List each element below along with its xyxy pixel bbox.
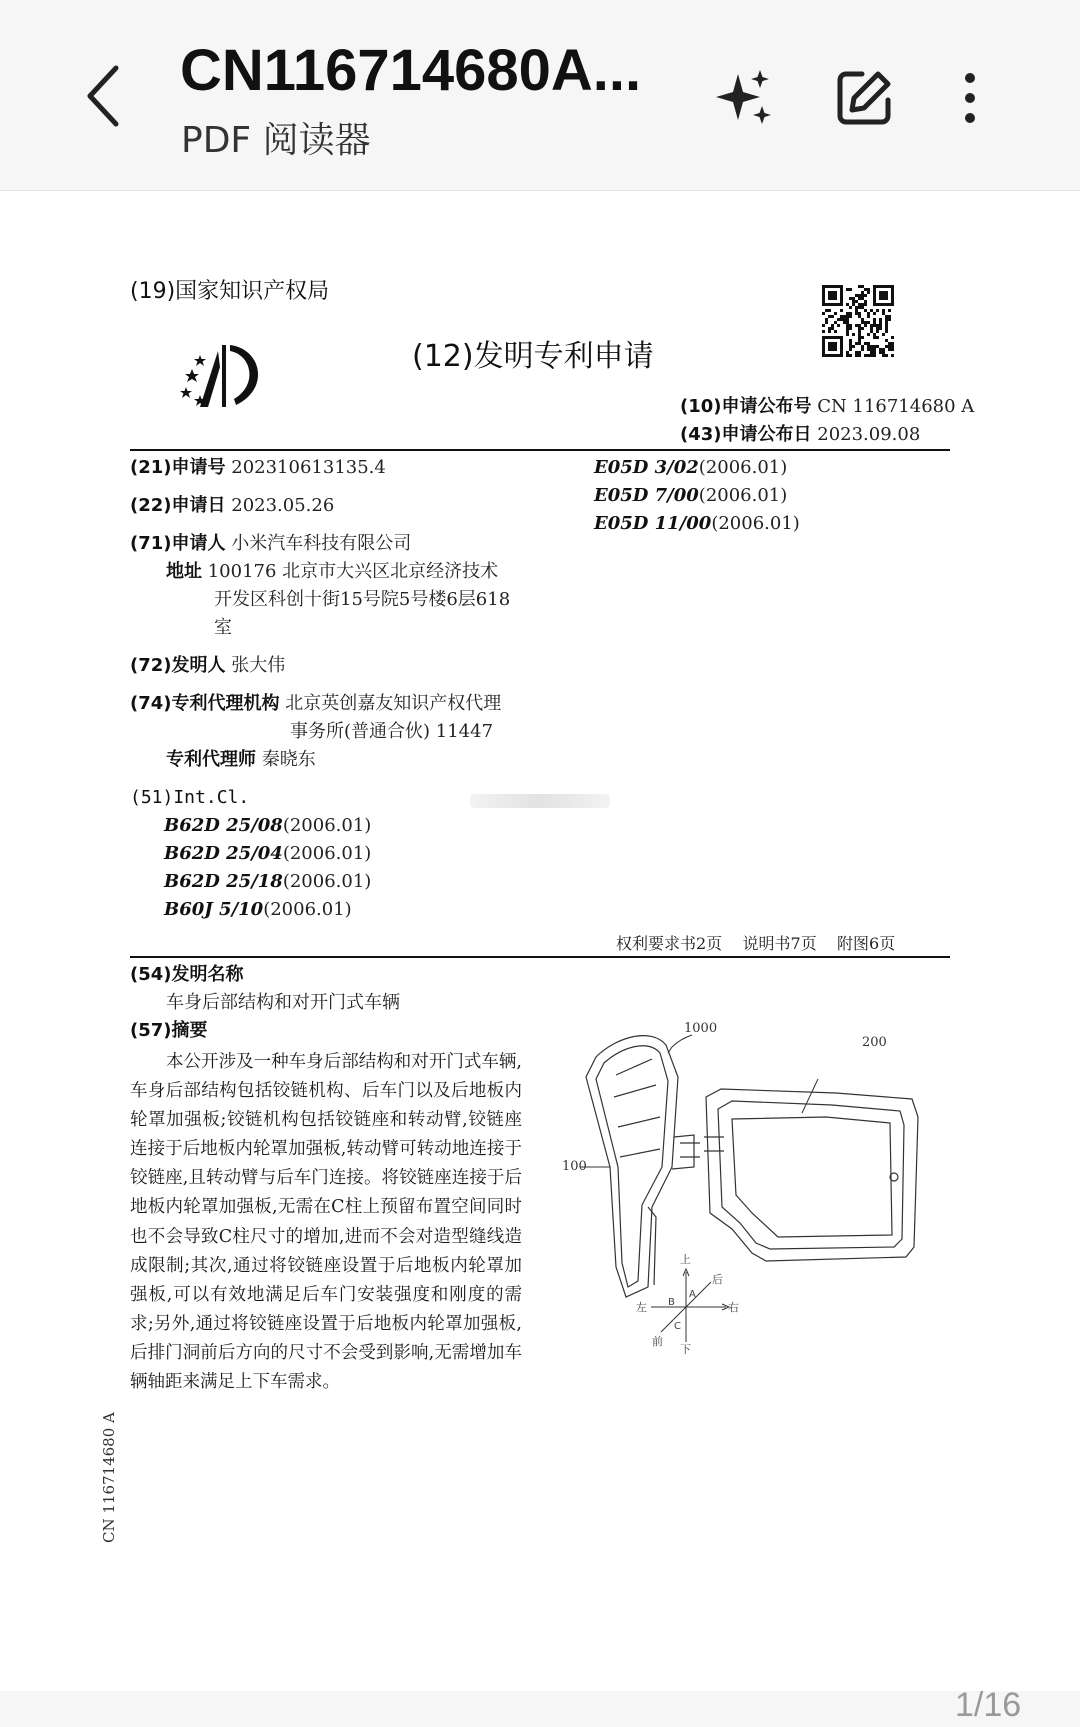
app-date: 2023.05.26 [231, 495, 335, 516]
qr-code [822, 285, 894, 357]
agency-label: (74)专利代理机构 [130, 693, 280, 714]
invention-title: 车身后部结构和对开门式车辆 [166, 992, 400, 1013]
pub-number-label: (10)申请公布号 [680, 396, 812, 417]
intcl-version: (2006.01) [282, 843, 372, 864]
intcl-code: B60J 5/10 [164, 899, 264, 920]
intcl-row-1 [164, 813, 371, 839]
app-date-row [130, 493, 334, 519]
axis-rear: 后 [712, 1273, 723, 1286]
app-number: 202310613135.4 [231, 457, 386, 478]
document-title: CN116714680A... [180, 38, 642, 103]
axis-left: 左 [636, 1301, 647, 1314]
agency-row [130, 691, 501, 717]
intcl-version: (2006.01) [698, 457, 788, 478]
divider-top [130, 449, 950, 451]
app-number-label: (21)申请号 [130, 457, 226, 478]
edit-icon[interactable] [832, 66, 896, 130]
applicant: 小米汽车科技有限公司 [231, 533, 412, 554]
app-number-row [130, 455, 386, 481]
scan-artifact [470, 794, 610, 808]
inventor-row [130, 653, 285, 679]
axis-down: 下 [680, 1343, 691, 1356]
divider-bottom [130, 956, 950, 958]
intcl-code: B62D 25/04 [164, 843, 283, 864]
pub-date-row [680, 422, 920, 448]
app-subtitle: PDF 阅读器 [181, 120, 371, 161]
pub-number: CN 116714680 A [817, 396, 975, 417]
app-date-label: (22)申请日 [130, 495, 226, 516]
axis-front: 前 [652, 1335, 663, 1348]
cnipa-logo [178, 339, 280, 413]
more-vertical-icon[interactable] [938, 66, 1002, 130]
intcl-code: E05D 3/02 [594, 457, 699, 478]
back-icon[interactable] [76, 58, 132, 134]
intcl-row-2 [164, 841, 371, 867]
address-line-3: 室 [214, 617, 232, 638]
intcl-right-row-2 [594, 483, 787, 509]
app-header [0, 0, 1080, 191]
address-row [166, 559, 498, 585]
invention-title-label: (54)发明名称 [130, 964, 244, 985]
document-type: (12)发明专利申请 [412, 339, 654, 374]
intcl-version: (2006.01) [282, 815, 372, 836]
intcl-code: B62D 25/18 [164, 871, 283, 892]
abstract-text: 本公开涉及一种车身后部结构和对开门式车辆,车身后部结构包括铰链机构、后车门以及后地板内轮罩加强板;铰链机构包括铰链座和转动臂,铰链座连接于后地板内轮罩加强板,转动臂可转动地连接于铰链座,且转动臂与后车门连接。将铰链座连接于后地板内轮罩加强板,无需在C柱上预留布置空间同时也不会导致C柱尺寸的增加,进而不会对造型缝线造成限制;其次,通过将铰链座设置于后地板内轮罩加强板,可以有效地满足后车门安装强度和刚度的需求;另外,通过将铰链座设置于后地板内轮罩加强板,后排门洞前后方向的尺寸不会受到影响,无需增加车辆轴距来满足上下车需求。 [130, 1052, 522, 1393]
intcl-row-3 [164, 869, 371, 895]
page-counts: 权利要求书2页 说明书7页 附图6页 [616, 934, 896, 953]
axis-up: 上 [680, 1253, 691, 1266]
intcl-label: (51)Int.Cl. [130, 787, 250, 808]
intcl-version: (2006.01) [282, 871, 372, 892]
agency-line-2: 事务所(普通合伙) 11447 [290, 721, 494, 742]
address-label: 地址 [166, 561, 202, 582]
intcl-row-4 [164, 897, 352, 923]
axis-c: C [674, 1321, 681, 1332]
address-line-2: 开发区科创十街15号院5号楼6层618 [214, 589, 511, 610]
figure-label-200: 200 [862, 1035, 887, 1050]
side-patent-number: CN 116714680 A [100, 1412, 118, 1543]
address-line-1: 100176 北京市大兴区北京经济技术 [207, 561, 499, 582]
inventor: 张大伟 [231, 655, 286, 676]
agent-label: 专利代理师 [166, 749, 256, 770]
figure-label-100: 100 [562, 1159, 587, 1174]
applicant-label: (71)申请人 [130, 533, 226, 554]
intcl-right-row-3 [594, 511, 800, 537]
pub-date-label: (43)申请公布日 [680, 424, 812, 445]
ai-sparkle-icon[interactable] [712, 66, 776, 130]
patent-office: (19)国家知识产权局 [130, 279, 330, 304]
agent: 秦晓东 [261, 749, 316, 770]
axis-right: 右 [728, 1301, 739, 1314]
agency-line-1: 北京英创嘉友知识产权代理 [285, 693, 502, 714]
patent-figure [556, 1017, 956, 1357]
applicant-row [130, 531, 411, 557]
intcl-version: (2006.01) [698, 485, 788, 506]
abstract-label: (57)摘要 [130, 1020, 208, 1041]
intcl-code: E05D 11/00 [594, 513, 712, 534]
page-indicator: 1/16 [955, 1686, 1022, 1724]
pub-number-row [680, 394, 974, 420]
agent-row [166, 747, 316, 773]
pdf-page[interactable] [0, 191, 1080, 1691]
intcl-code: E05D 7/00 [594, 485, 699, 506]
axis-b: B [668, 1297, 675, 1308]
inventor-label: (72)发明人 [130, 655, 226, 676]
intcl-right-row-1 [594, 455, 787, 481]
figure-label-1000: 1000 [684, 1021, 718, 1036]
intcl-code: B62D 25/08 [164, 815, 283, 836]
intcl-version: (2006.01) [263, 899, 352, 920]
axis-a: A [689, 1289, 696, 1300]
pub-date: 2023.09.08 [817, 424, 921, 445]
intcl-version: (2006.01) [711, 513, 800, 534]
